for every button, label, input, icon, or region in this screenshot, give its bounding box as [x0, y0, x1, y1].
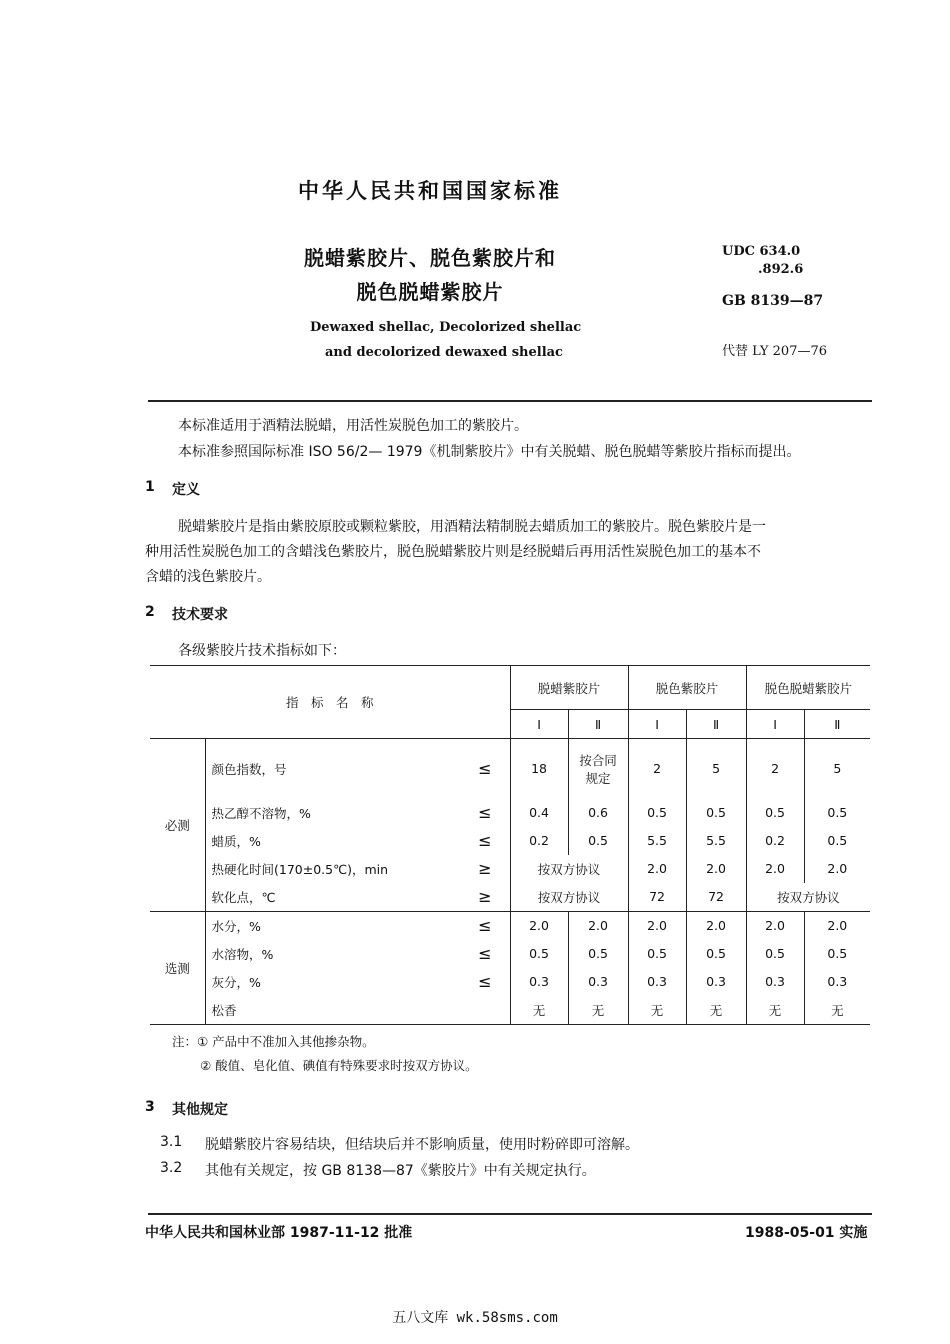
table-cell: 2.0 — [804, 855, 870, 883]
table-cell: 无 — [510, 996, 568, 1025]
row-name: 热乙醇不溶物，% — [205, 799, 460, 827]
row-operator: ≤ — [478, 972, 492, 991]
table-cell-merged: 按双方协议 — [510, 855, 628, 883]
table-cell: 0.2 — [510, 827, 568, 855]
table-cell: 0.4 — [510, 799, 568, 827]
table-cell: 5.5 — [686, 827, 746, 855]
replaces-note: 代替 LY 207—76 — [722, 344, 828, 359]
clause-3-2-text: 其他有关规定，按 GB 8138—87《紫胶片》中有关规定执行。 — [205, 1163, 596, 1179]
table-cell: 0.3 — [746, 968, 804, 996]
section-2-number: 2 — [145, 604, 155, 620]
table-cell: 0.3 — [510, 968, 568, 996]
row-operator: ≤ — [478, 759, 492, 779]
watermark-text: 五八文库 wk.58sms.com — [392, 1310, 558, 1326]
section-1-number: 1 — [145, 479, 155, 495]
table-cell: 0.5 — [686, 799, 746, 827]
footer-rule — [148, 1213, 872, 1215]
table-cell: 0.5 — [804, 799, 870, 827]
grade-header: Ⅰ — [746, 710, 804, 739]
spec-table — [150, 665, 870, 1025]
effective-date: 1988-05-01 实施 — [745, 1225, 868, 1241]
section-3-number: 3 — [145, 1099, 155, 1115]
table-cell: 2.0 — [686, 911, 746, 940]
table-cell: 5.5 — [628, 827, 686, 855]
table-row — [150, 739, 870, 799]
table-cell: 0.3 — [628, 968, 686, 996]
table-cell: 无 — [686, 996, 746, 1025]
table-cell: 2.0 — [746, 911, 804, 940]
table-cell: 0.5 — [510, 940, 568, 968]
table-cell: 0.6 — [568, 799, 628, 827]
table-cell: 0.5 — [686, 940, 746, 968]
row-operator — [460, 996, 510, 1025]
row-operator: ≥ — [460, 883, 510, 912]
row-name: 蜡质，% — [205, 827, 460, 855]
gb-number: GB 8139—87 — [722, 293, 824, 309]
group-header-decolorized: 脱色紫胶片 — [628, 666, 746, 710]
section-2-title: 技术要求 — [172, 607, 228, 623]
table-cell-merged: 按双方协议 — [510, 883, 628, 912]
table-cell: 0.5 — [746, 799, 804, 827]
table-cell: 2.0 — [628, 911, 686, 940]
grade-header: Ⅱ — [804, 710, 870, 739]
table-row — [150, 827, 870, 855]
title-line-1: 脱蜡紫胶片、脱色紫胶片和 — [304, 246, 556, 270]
table-cell: 0.3 — [568, 968, 628, 996]
grade-header: Ⅱ — [568, 710, 628, 739]
table-cell: 2.0 — [510, 911, 568, 940]
row-operator: ≥ — [478, 859, 492, 878]
row-name: 松香 — [205, 996, 460, 1025]
table-cell: 0.5 — [804, 940, 870, 968]
table-cell: 0.3 — [804, 968, 870, 996]
table-cell: 0.5 — [568, 940, 628, 968]
row-operator: ≤ — [478, 916, 492, 935]
table-row — [150, 799, 870, 827]
row-name: 颜色指数，号 — [205, 739, 460, 799]
table-cell: 2.0 — [568, 911, 628, 940]
table-cell: 2.0 — [628, 855, 686, 883]
table-cell: 72 — [686, 883, 746, 912]
clause-3-1-number: 3.1 — [160, 1134, 183, 1150]
group-header-dewaxed: 脱蜡紫胶片 — [510, 666, 628, 710]
table-cell: 按合同 规定 — [568, 739, 628, 799]
table-cell: 5 — [804, 739, 870, 799]
header-rule — [148, 400, 872, 402]
table-cell: 72 — [628, 883, 686, 912]
intro-paragraph-1: 本标准适用于酒精法脱蜡，用活性炭脱色加工的紫胶片。 — [178, 418, 528, 434]
table-cell: 0.5 — [804, 827, 870, 855]
table-cell: 无 — [804, 996, 870, 1025]
table-cell: 0.5 — [746, 940, 804, 968]
table-row — [150, 940, 870, 968]
section-1-text-line-1: 脱蜡紫胶片是指由紫胶原胶或颗粒紫胶，用酒精法精制脱去蜡质加工的紫胶片。脱色紫胶片是一 — [178, 519, 766, 535]
row-name: 水分，% — [205, 911, 460, 940]
table-row — [150, 855, 870, 883]
table-cell: 2.0 — [746, 855, 804, 883]
english-title-line-2: and decolorized dewaxed shellac — [325, 345, 563, 360]
section-1-text-line-2: 种用活性炭脱色加工的含蜡浅色紫胶片，脱色脱蜡紫胶片则是经脱蜡后再用活性炭脱色加工的基本不 — [145, 544, 761, 560]
grade-header: Ⅱ — [686, 710, 746, 739]
title-line-2: 脱色脱蜡紫胶片 — [356, 280, 504, 304]
row-name: 软化点，℃ — [205, 883, 460, 912]
table-cell: 0.5 — [568, 827, 628, 855]
table-cell: 0.5 — [628, 799, 686, 827]
table-note-2: ② 酸值、皂化值、碘值有特殊要求时按双方协议。 — [200, 1058, 478, 1073]
section-3-title: 其他规定 — [172, 1102, 228, 1118]
table-cell: 无 — [746, 996, 804, 1025]
row-name: 灰分，% — [205, 968, 460, 996]
table-cell: 无 — [628, 996, 686, 1025]
clause-3-2-number: 3.2 — [160, 1160, 183, 1176]
grade-header: Ⅰ — [628, 710, 686, 739]
udc-code-line-1: UDC 634.0 — [722, 244, 801, 259]
table-cell: 0.5 — [628, 940, 686, 968]
udc-code-line-2: .892.6 — [758, 262, 804, 277]
table-cell: 18 — [510, 739, 568, 799]
row-operator: ≤ — [478, 831, 492, 850]
row-operator: ≤ — [478, 803, 492, 822]
table-cell: 2.0 — [804, 911, 870, 940]
grade-header: Ⅰ — [510, 710, 568, 739]
col-header-name: 指 标 名 称 — [150, 666, 510, 739]
category-required: 必测 — [150, 739, 205, 912]
section-1-text-line-3: 含蜡的浅色紫胶片。 — [145, 569, 271, 585]
row-name: 热硬化时间(170±0.5℃)，min — [205, 855, 460, 883]
table-row — [150, 996, 870, 1025]
national-standard-header: 中华人民共和国国家标准 — [298, 179, 562, 203]
table-cell-merged: 按双方协议 — [746, 883, 870, 912]
row-name: 水溶物，% — [205, 940, 460, 968]
section-1-title: 定义 — [172, 482, 200, 498]
approval-line: 中华人民共和国林业部 1987-11-12 批准 — [145, 1225, 413, 1241]
table-row — [150, 911, 870, 940]
table-row — [150, 968, 870, 996]
table-cell: 5 — [686, 739, 746, 799]
table-cell: 2.0 — [686, 855, 746, 883]
english-title-line-1: Dewaxed shellac, Decolorized shellac — [310, 320, 582, 335]
table-row — [150, 883, 870, 912]
table-cell: 无 — [568, 996, 628, 1025]
table-cell: 0.3 — [686, 968, 746, 996]
clause-3-1-text: 脱蜡紫胶片容易结块，但结块后并不影响质量，使用时粉碎即可溶解。 — [205, 1137, 639, 1153]
table-cell: 2 — [628, 739, 686, 799]
table-cell: 2 — [746, 739, 804, 799]
category-optional: 选测 — [150, 911, 205, 1024]
table-cell: 0.2 — [746, 827, 804, 855]
table-note-1: 注：① 产品中不准加入其他掺杂物。 — [172, 1034, 375, 1049]
intro-paragraph-2: 本标准参照国际标准 ISO 56/2— 1979《机制紫胶片》中有关脱蜡、脱色脱蜡等紫胶片指标而提出。 — [178, 444, 801, 460]
group-header-decolorized-dewaxed: 脱色脱蜡紫胶片 — [746, 666, 870, 710]
row-operator: ≤ — [478, 944, 492, 963]
section-2-lead: 各级紫胶片技术指标如下： — [178, 643, 346, 659]
